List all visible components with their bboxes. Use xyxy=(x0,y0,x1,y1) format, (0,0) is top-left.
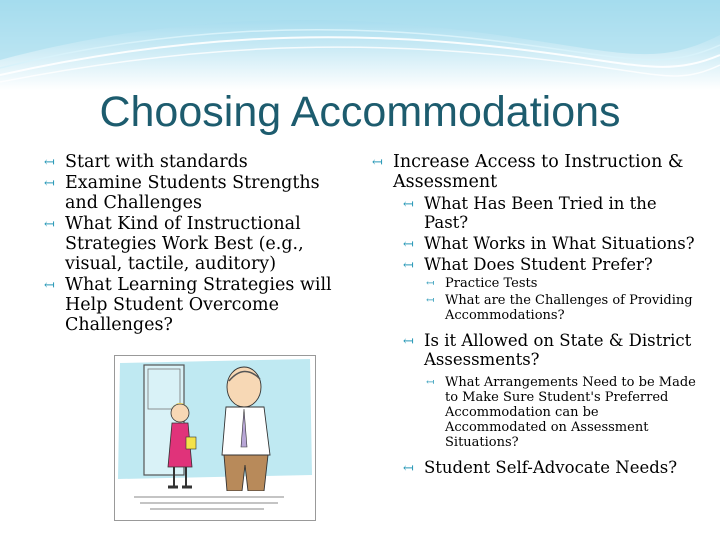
bullet-item xyxy=(44,275,354,335)
sub-bullet-item xyxy=(403,234,702,253)
bullet-text: Practice Tests xyxy=(445,276,538,291)
sub-bullet-item xyxy=(403,458,702,477)
bullet-text: What are the Challenges of Providing Accommodations? xyxy=(445,293,693,323)
bullet-text: What Does Student Prefer? xyxy=(424,255,653,274)
sub-sub-bullet-item xyxy=(426,375,702,450)
curved-bullet-icon: ↤ xyxy=(44,217,55,232)
bullet-text: Start with standards xyxy=(65,152,248,172)
curved-bullet-icon: ↤ xyxy=(44,155,55,170)
curved-bullet-icon: ↤ xyxy=(403,197,414,212)
curved-bullet-icon: ↤ xyxy=(44,176,55,191)
teacher-student-cartoon xyxy=(114,355,316,521)
curved-bullet-icon: ↤ xyxy=(426,295,435,306)
sub-sub-bullet-item xyxy=(426,276,702,291)
curved-bullet-icon: ↤ xyxy=(403,258,414,273)
bullet-item xyxy=(44,173,354,213)
curved-bullet-icon: ↤ xyxy=(403,461,414,476)
bullet-text: What Learning Strategies will Help Student Overcome Challenges? xyxy=(65,275,332,335)
curved-bullet-icon: ↤ xyxy=(44,278,55,293)
slide-title: Choosing Accommodations xyxy=(99,88,621,136)
bullet-item xyxy=(44,214,354,274)
bullet-item xyxy=(44,152,354,172)
bullet-text: What Kind of Instructional Strategies Work Best (e.g., visual, tactile, auditory) xyxy=(65,214,304,274)
bullet-text: Is it Allowed on State & District Assessments? xyxy=(424,331,692,369)
bullet-text: Examine Students Strengths and Challenges xyxy=(65,173,320,213)
bullet-item xyxy=(372,152,702,192)
right-column xyxy=(372,152,702,477)
curved-bullet-icon: ↤ xyxy=(426,278,435,289)
decorative-banner xyxy=(0,0,720,90)
curved-bullet-icon: ↤ xyxy=(403,237,414,252)
sub-sub-bullet-item xyxy=(426,293,702,323)
curved-bullet-icon: ↤ xyxy=(372,155,383,170)
curved-bullet-icon: ↤ xyxy=(403,334,414,349)
bullet-text: What Has Been Tried in the Past? xyxy=(424,194,657,232)
bullet-text: Student Self-Advocate Needs? xyxy=(424,458,678,477)
bullet-text: What Arrangements Need to be Made to Make Sure Student's Preferred Accommodation can be Accommodated on Assessment Situations? xyxy=(445,375,696,450)
sub-bullet-item xyxy=(403,331,702,369)
sub-bullet-item xyxy=(403,194,702,232)
sub-bullet-item xyxy=(403,255,702,274)
bullet-text: What Works in What Situations? xyxy=(424,234,695,253)
left-column xyxy=(44,152,354,336)
bullet-text: Increase Access to Instruction & Assessment xyxy=(393,152,684,192)
curved-bullet-icon: ↤ xyxy=(426,377,435,388)
